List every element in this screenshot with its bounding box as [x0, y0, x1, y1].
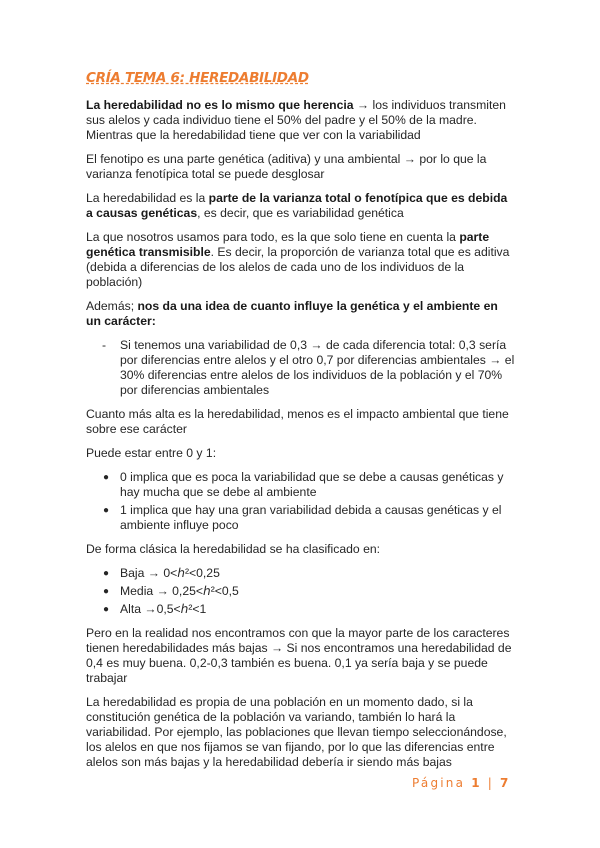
paragraph-fenotipo: El fenotipo es una parte genética (aditiva) y una ambiental → por lo que la varianza fenotípica total se puede desglosar	[86, 152, 487, 181]
list-item-text: Alta →0,5<ℎ²<1	[120, 602, 207, 616]
bullet-icon: ●	[103, 505, 110, 516]
list-item	[86, 602, 516, 617]
paragraph-impacto: Cuanto más alta es la heredabilidad, menos es el impacto ambiental que tiene sobre ese carácter	[86, 407, 509, 436]
paragraph-herencia	[86, 98, 516, 143]
bullet-icon: ●	[103, 586, 110, 597]
bullet-icon: ●	[103, 472, 110, 483]
list-item	[86, 503, 516, 533]
classification-list	[86, 566, 516, 617]
list-item-text: Baja → 0<ℎ²<0,25	[120, 566, 220, 580]
paragraph-rango: Puede estar entre 0 y 1:	[86, 446, 217, 460]
paragraph-text: La heredabilidad es la	[86, 191, 209, 205]
list-item-text: 1 implica que hay una gran variabilidad debida a causas genéticas y el ambiente influye poco	[120, 503, 502, 532]
list-item	[86, 584, 516, 599]
paragraph-text: Además;	[86, 299, 138, 313]
current-page: 1	[471, 776, 482, 790]
paragraph-ademas	[86, 299, 516, 329]
list-item-text: 0 implica que es poca la variabilidad que se debe a causas genéticas y hay mucha que se debe al ambiente	[120, 470, 504, 499]
list-item-text: Media → 0,25<ℎ²<0,5	[120, 584, 239, 598]
list-item	[86, 338, 516, 398]
paragraph-clasificacion: De forma clásica la heredabilidad se ha clasificado en:	[86, 542, 381, 556]
bullet-icon: ●	[103, 604, 110, 615]
page-separator: |	[481, 776, 501, 790]
paragraph-realidad: Pero en la realidad nos encontramos con que la mayor parte de los caracteres tienen heredabilidades más bajas → Si nos encontramos una heredabilidad de 0,4 es muy buena. 0,2-0,3 también es buena. 0,1 ya sería baja y se puede trabajar	[86, 626, 512, 685]
paragraph-definicion	[86, 191, 516, 221]
paragraph-text: , es decir, que es variabilidad genética	[197, 206, 404, 220]
page-label: Página	[412, 776, 472, 790]
paragraph-poblacion: La heredabilidad es propia de una población en un momento dado, si la constitución genética de la población va variando, también lo hará la variabilidad. Por ejemplo, las poblaciones que llevan tiempo seleccionándose, los alelos en que nos fijamos se van fijando, por lo que las diferencias entre alelos son más bajas y la heredabilidad debería ir siendo más bajas	[86, 695, 507, 769]
emphasis: parte de la varianza total o fenotípica que es debida a causas genéticas	[86, 191, 508, 220]
emphasis: parte genética transmisible	[86, 230, 490, 259]
page-number	[412, 776, 511, 790]
list-item	[86, 566, 516, 581]
page-title: CRÍA TEMA 6: HEREDABILIDAD	[86, 70, 309, 86]
emphasis: La heredabilidad no es lo mismo que herencia	[86, 98, 354, 112]
total-pages: 7	[500, 776, 511, 790]
paragraph-text: → los individuos transmiten sus alelos y cada individuo tiene el 50% del padre y el 50% de la madre. Mientras que la heredabilidad tiene que ver con la variabilidad	[86, 98, 506, 142]
bullet-icon: ●	[103, 568, 110, 579]
list-item	[86, 470, 516, 500]
dash-bullet: -	[102, 338, 107, 352]
list-item-text: Si tenemos una variabilidad de 0,3 → de cada diferencia total: 0,3 sería por diferencias entre alelos y el otro 0,7 por diferencias ambientales → el 30% diferencias entre alelos de los individuos de la población y el 70% por diferencias ambientales	[120, 338, 515, 397]
document-body	[86, 70, 516, 779]
paragraph-text: La que nosotros usamos para todo, es la que solo tiene en cuenta la	[86, 230, 460, 244]
range-list	[86, 470, 516, 533]
emphasis: nos da una idea de cuanto influye la genética y el ambiente en un carácter:	[86, 299, 498, 328]
paragraph-text: . Es decir, la proporción de varianza total que es aditiva (debida a diferencias de los alelos de cada uno de los individuos de la población)	[86, 245, 510, 289]
paragraph-transmisible	[86, 230, 516, 290]
example-list	[86, 338, 516, 398]
